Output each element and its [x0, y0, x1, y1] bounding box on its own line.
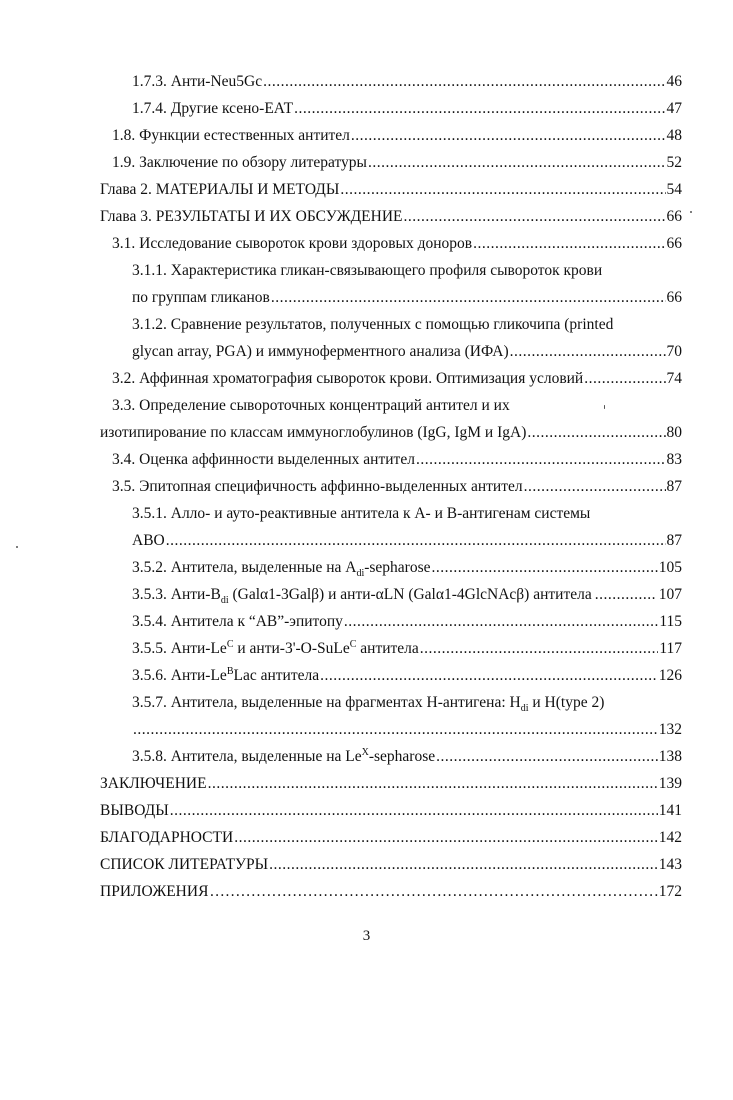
toc-entry-title: 3.1. Исследование сывороток крови здоровых доноров [112, 235, 473, 252]
leader-dots [294, 95, 665, 122]
leader-dots [234, 824, 658, 851]
toc-entry-page: 143 [658, 856, 682, 873]
leader-dots [208, 770, 658, 797]
toc-entry[interactable] [100, 635, 682, 662]
toc-entry-page: 141 [658, 802, 682, 819]
toc-entry-title: 3.5.6. Анти-$Le^BLac$ антитела [132, 665, 320, 684]
toc-entry-title: 3.5. Эпитопная специфичность аффинно-выделенных антител [112, 478, 523, 495]
page-number: 3 [362, 928, 371, 944]
leader-dots [170, 797, 658, 824]
toc-entry-page: 83 [666, 451, 682, 468]
toc-entry-title: 3.5.4. Антитела к “AB”-эпитопу [132, 613, 343, 630]
scan-speck [690, 211, 692, 213]
leader-dots [584, 365, 665, 392]
toc-entry-page: 139 [658, 775, 682, 792]
toc-entry-page: 80 [666, 424, 682, 441]
toc-entry[interactable] [100, 257, 682, 311]
toc-entry-title: 3.5.2. Антитела, выделенные на $A_{di}$-sepharose [132, 559, 431, 580]
toc-entry-title: Глава 2. МАТЕРИАЛЫ И МЕТОДЫ [100, 181, 340, 198]
toc-entry-page: 48 [666, 127, 682, 144]
leader-dots [340, 176, 665, 203]
toc-entry[interactable] [100, 689, 682, 743]
toc-entry[interactable] [100, 392, 682, 446]
toc-entry-page: 46 [666, 73, 682, 90]
leader-dots [416, 446, 666, 473]
toc-entry-title: 3.5.7. Антитела, выделенные на фрагментах Н-антигена: $H_{di}$ и H(type 2) [132, 694, 605, 715]
leader-dots [595, 581, 656, 608]
leader-dots [271, 284, 666, 311]
toc-entry[interactable] [100, 851, 682, 878]
toc-entry-page: 70 [666, 343, 682, 360]
toc-entry-page: 115 [659, 613, 682, 630]
toc-entry-title-cont: ABO [132, 532, 165, 549]
toc-entry-title: 3.2. Аффинная хроматография сывороток крови. Оптимизация условий [112, 370, 584, 387]
toc-entry-title: 1.7.3. Анти-Neu5Gc [132, 73, 263, 90]
toc-entry[interactable] [100, 743, 682, 770]
toc-entry-title: 3.4. Оценка аффинности выделенных антител [112, 451, 415, 468]
toc-entry[interactable] [100, 500, 682, 554]
leader-dots [263, 68, 665, 95]
toc-entry-page: 47 [666, 100, 682, 117]
toc-entry[interactable] [100, 203, 682, 230]
toc-entry[interactable] [100, 149, 682, 176]
toc-entry-title-cont: по группам гликанов [132, 289, 270, 306]
toc-entry[interactable] [100, 878, 682, 905]
leader-dots [166, 527, 666, 554]
toc-entry-title: ПРИЛОЖЕНИЯ [100, 883, 209, 900]
toc-entry[interactable] [100, 365, 682, 392]
toc-entry[interactable] [100, 662, 682, 689]
toc-entry-page: 117 [659, 640, 682, 657]
toc-entry-page: 87 [666, 478, 682, 495]
toc-entry[interactable] [100, 770, 682, 797]
toc-entry-page: 66 [666, 235, 682, 252]
toc-entry[interactable] [100, 122, 682, 149]
toc-entry-title: 3.1.1. Характеристика гликан-связывающего профиля сывороток крови [132, 262, 603, 279]
toc-entry-page: 74 [666, 370, 682, 387]
leader-dots [473, 230, 665, 257]
toc-entry-page: 52 [666, 154, 682, 171]
toc-entry-title: 1.9. Заключение по обзору литературы [112, 154, 367, 171]
leader-dots [436, 743, 658, 770]
toc-entry-page: 87 [666, 532, 682, 549]
toc-entry-page: 172 [658, 883, 682, 900]
toc-entry-title: ВЫВОДЫ [100, 802, 169, 819]
leader-dots [209, 878, 657, 905]
toc-entry[interactable] [100, 68, 682, 95]
toc-entry-title: 3.5.5. Анти-$Le^C$ и анти-3'-O-SuLe$^C$ антитела [132, 638, 419, 657]
toc-entry[interactable] [100, 824, 682, 851]
toc-entry-page: 142 [658, 829, 682, 846]
toc-entry[interactable] [100, 311, 682, 365]
leader-dots [510, 338, 666, 365]
toc-entry[interactable] [100, 581, 682, 608]
toc-entry[interactable] [100, 608, 682, 635]
leader-dots [524, 473, 666, 500]
leader-dots [344, 608, 658, 635]
toc-entry-page: 66 [666, 208, 682, 225]
leader-dots [368, 149, 666, 176]
toc-entry-page: 132 [658, 721, 682, 738]
toc-entry-title: 3.5.3. Анти-$B_{di}$ (Galα1-3Galβ) и анти-αLN (Galα1-4GlcNAcβ) антитела [132, 586, 592, 607]
scan-speck [604, 405, 605, 409]
toc-entry[interactable] [100, 176, 682, 203]
toc-entry-title-cont: glycan array, PGA) и иммуноферментного анализа (ИФА) [132, 343, 509, 360]
toc-entry-title: СПИСОК ЛИТЕРАТУРЫ [100, 856, 269, 873]
leader-dots [133, 716, 658, 743]
toc-entry-page: 105 [658, 559, 682, 576]
toc-entry-title: ЗАКЛЮЧЕНИЕ [100, 775, 207, 792]
toc-entry[interactable] [100, 554, 682, 581]
toc-entry[interactable] [100, 446, 682, 473]
toc-entry[interactable] [100, 230, 682, 257]
toc-entry-title: 3.1.2. Сравнение результатов, полученных с помощью гликочипа (printed [132, 316, 614, 333]
toc-entry[interactable] [100, 95, 682, 122]
leader-dots [320, 662, 658, 689]
leader-dots [404, 203, 666, 230]
toc-entry-title: 3.5.8. Антитела, выделенные на $Le^X$-sepharose [132, 746, 436, 765]
toc-entry[interactable] [100, 473, 682, 500]
leader-dots [351, 122, 666, 149]
toc-entry-title: 1.8. Функции естественных антител [112, 127, 350, 144]
toc-entry-title: БЛАГОДАРНОСТИ [100, 829, 234, 846]
toc-entry-page: 107 [658, 586, 682, 603]
toc-entry-page: 66 [666, 289, 682, 306]
leader-dots [527, 419, 665, 446]
toc-entry-title: 3.3. Определение сывороточных концентраций антител и их [112, 397, 510, 414]
leader-dots [420, 635, 659, 662]
toc-entry-page: 54 [666, 181, 682, 198]
toc-entry-title: 3.5.1. Алло- и ауто-реактивные антитела к А- и В-антигенам системы [132, 505, 591, 522]
toc-entry-title: 1.7.4. Другие ксено-ЕАТ [132, 100, 294, 117]
table-of-contents [100, 68, 682, 905]
toc-entry-title: Глава 3. РЕЗУЛЬТАТЫ И ИХ ОБСУЖДЕНИЕ [100, 208, 403, 225]
leader-dots [269, 851, 658, 878]
toc-entry[interactable] [100, 797, 682, 824]
toc-entry-page: 138 [658, 748, 682, 765]
leader-dots [432, 554, 658, 581]
toc-entry-page: 126 [658, 667, 682, 684]
toc-entry-title-cont: изотипирование по классам иммуноглобулинов (IgG, IgM и IgA) [100, 424, 527, 441]
scan-speck [16, 546, 18, 548]
